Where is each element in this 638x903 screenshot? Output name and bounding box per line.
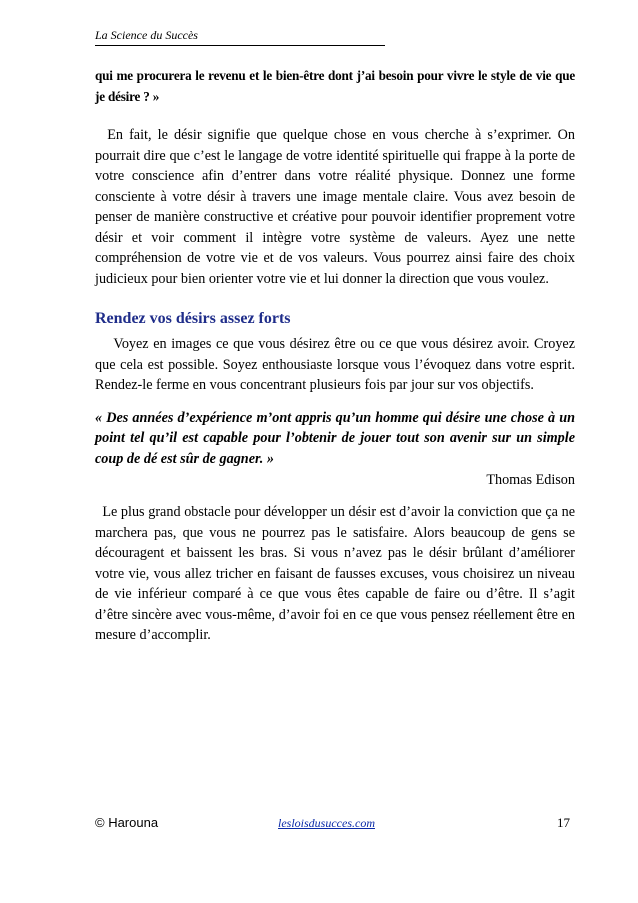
- quote-author: Thomas Edison: [486, 472, 575, 488]
- edison-quote: « Des années d’expérience m’ont appris qu’un homme qui désire une chose à un point tel qu’il est capable pour l’obtenir de jouer tout son avenir sur un simple coup de dé est sûr de gagner. »: [95, 409, 575, 467]
- footer-author: © Harouna: [95, 815, 159, 830]
- page-footer: [95, 814, 570, 832]
- document-page: [95, 28, 575, 646]
- paragraph-visualize: [95, 334, 575, 396]
- paragraph-desire-meaning: [95, 125, 575, 289]
- paragraph-obstacle: [95, 502, 575, 646]
- intro-paragraph: qui me procurera le revenu et le bien-être dont j’ai besoin pour vivre le style de vie que je désire ? »: [95, 68, 575, 104]
- paragraph-visualize-text: Voyez en images ce que vous désirez être ou ce que vous désirez avoir. Croyez que cela est possible. Soyez enthousiaste lorsque vous l’évoquez dans votre esprit. Rendez-le ferme en vous concentrant plusieurs fois par jour sur vos objectifs.: [95, 336, 576, 393]
- paragraph-obstacle-text: Le plus grand obstacle pour développer un désir est d’avoir la conviction que ça ne marchera pas, que vous ne pourrez pas le satisfaire. Alors beaucoup de gens se découragent et baissent les bras. Si vous n’avez pas le désir brûlant d’améliorer votre vie, vous allez tricher en faisant de fausses excuses, vous choisirez un niveau de vie inférieur comparé à ce que vous êtes capable de faire ou d’être. Il s’agit d’être sincère avec vous-même, d’avoir foi en ce que vous pensez réellement être en mesure d’accomplir.: [95, 504, 575, 643]
- section-heading: Rendez vos désirs assez forts: [95, 310, 291, 327]
- paragraph-desire-meaning-text: En fait, le désir signifie que quelque chose en vous cherche à s’exprimer. On pourrait dire que c’est le langage de votre identité spirituelle qui frappe à la porte de votre conscience afin d’entrer dans votre réalité physique. Donnez une forme consciente à votre désir à travers une image mentale claire. Vous avez besoin de penser de manière constructive et créative pour pouvoir identifier proprement votre désir et voir comment il intègre votre système de valeurs. Ayez une nette compréhension de votre vie et de vos valeurs. Vous pourrez ainsi faire des choix judicieux pour bien orienter votre vie et lui donner la direction que vous voulez.: [95, 127, 576, 287]
- page-number: 17: [557, 815, 570, 830]
- running-header-title: La Science du Succès: [95, 28, 385, 46]
- footer-website-link[interactable]: lesloisdusucces.com: [278, 816, 375, 830]
